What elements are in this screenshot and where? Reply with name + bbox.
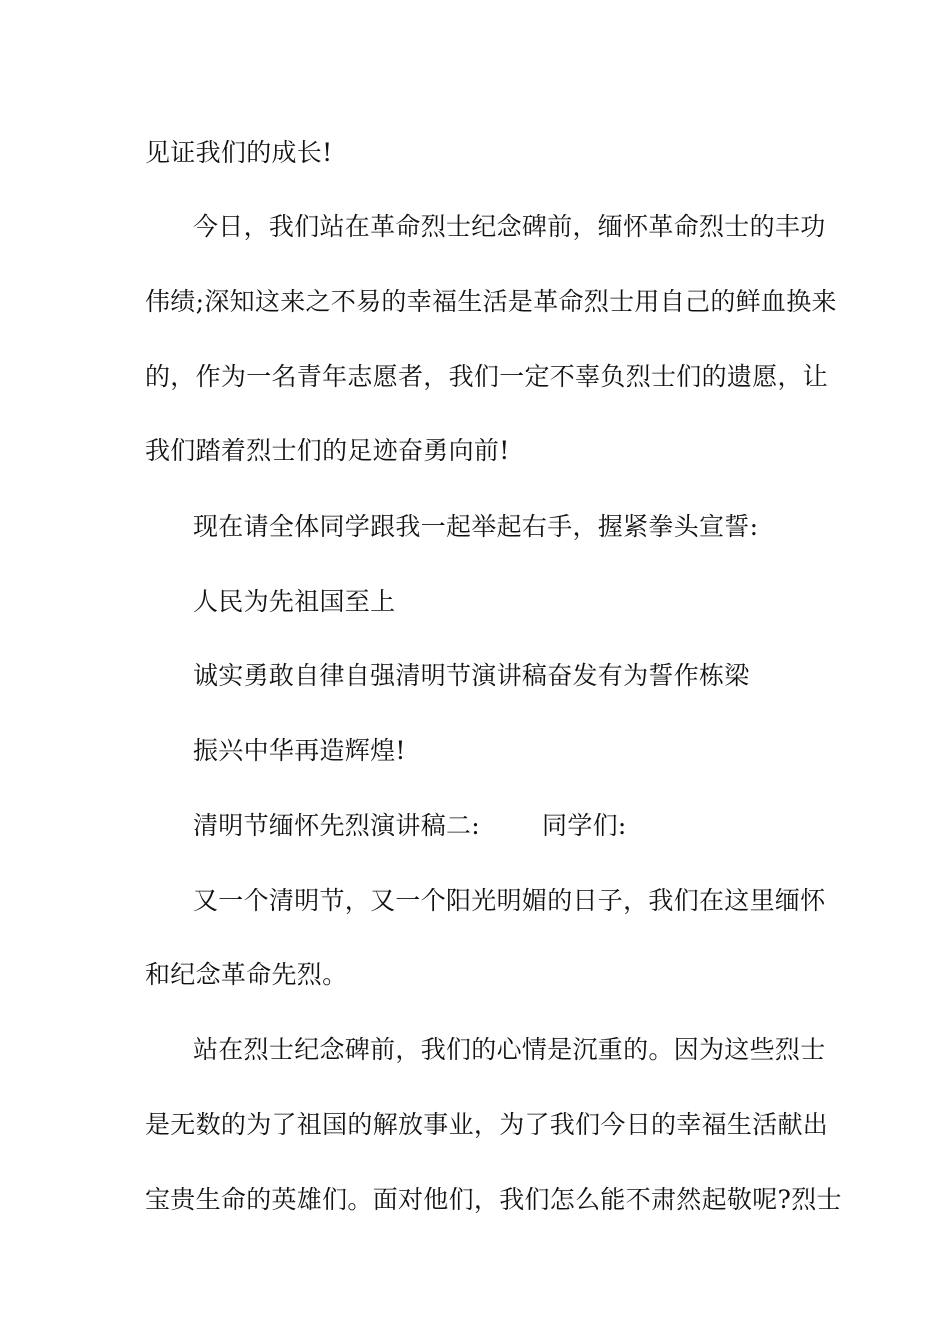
- text-line-13: 和纪念革命先烈。: [145, 960, 348, 989]
- section-heading-line: [193, 809, 627, 843]
- oath-line-2: 诚实勇敢自律自强清明节演讲稿奋发有为誓作栋梁: [193, 661, 750, 690]
- text-line-16: 宝贵生命的英雄们。面对他们，我们怎么能不肃然起敬呢?烈士: [145, 1185, 842, 1214]
- paragraph-start-line-12: 又一个清明节，又一个阳光明媚的日子，我们在这里缅怀: [193, 886, 826, 915]
- text-line-1: 见证我们的成长!: [145, 138, 333, 167]
- paragraph-start-line-14: 站在烈士纪念碑前，我们的心情是沉重的。因为这些烈士: [193, 1035, 826, 1064]
- salutation: 同学们:: [542, 811, 627, 840]
- text-line-3: 伟绩;深知这来之不易的幸福生活是革命烈士用自己的鲜血换来: [145, 287, 837, 316]
- paragraph-start-line-6: 现在请全体同学跟我一起举起右手，握紧拳头宣誓:: [193, 512, 759, 541]
- oath-line-3: 振兴中华再造辉煌!: [193, 736, 406, 765]
- text-line-5: 我们踏着烈士们的足迹奋勇向前!: [145, 436, 510, 465]
- text-line-15: 是无数的为了祖国的解放事业，为了我们今日的幸福生活献出: [145, 1110, 829, 1139]
- oath-line-1: 人民为先祖国至上: [193, 587, 396, 616]
- paragraph-start-line-2: 今日，我们站在革命烈士纪念碑前，缅怀革命烈士的丰功: [193, 212, 826, 241]
- section-heading: 清明节缅怀先烈演讲稿二:: [193, 811, 481, 840]
- text-line-4: 的，作为一名青年志愿者，我们一定不辜负烈士们的遗愿，让: [145, 362, 829, 391]
